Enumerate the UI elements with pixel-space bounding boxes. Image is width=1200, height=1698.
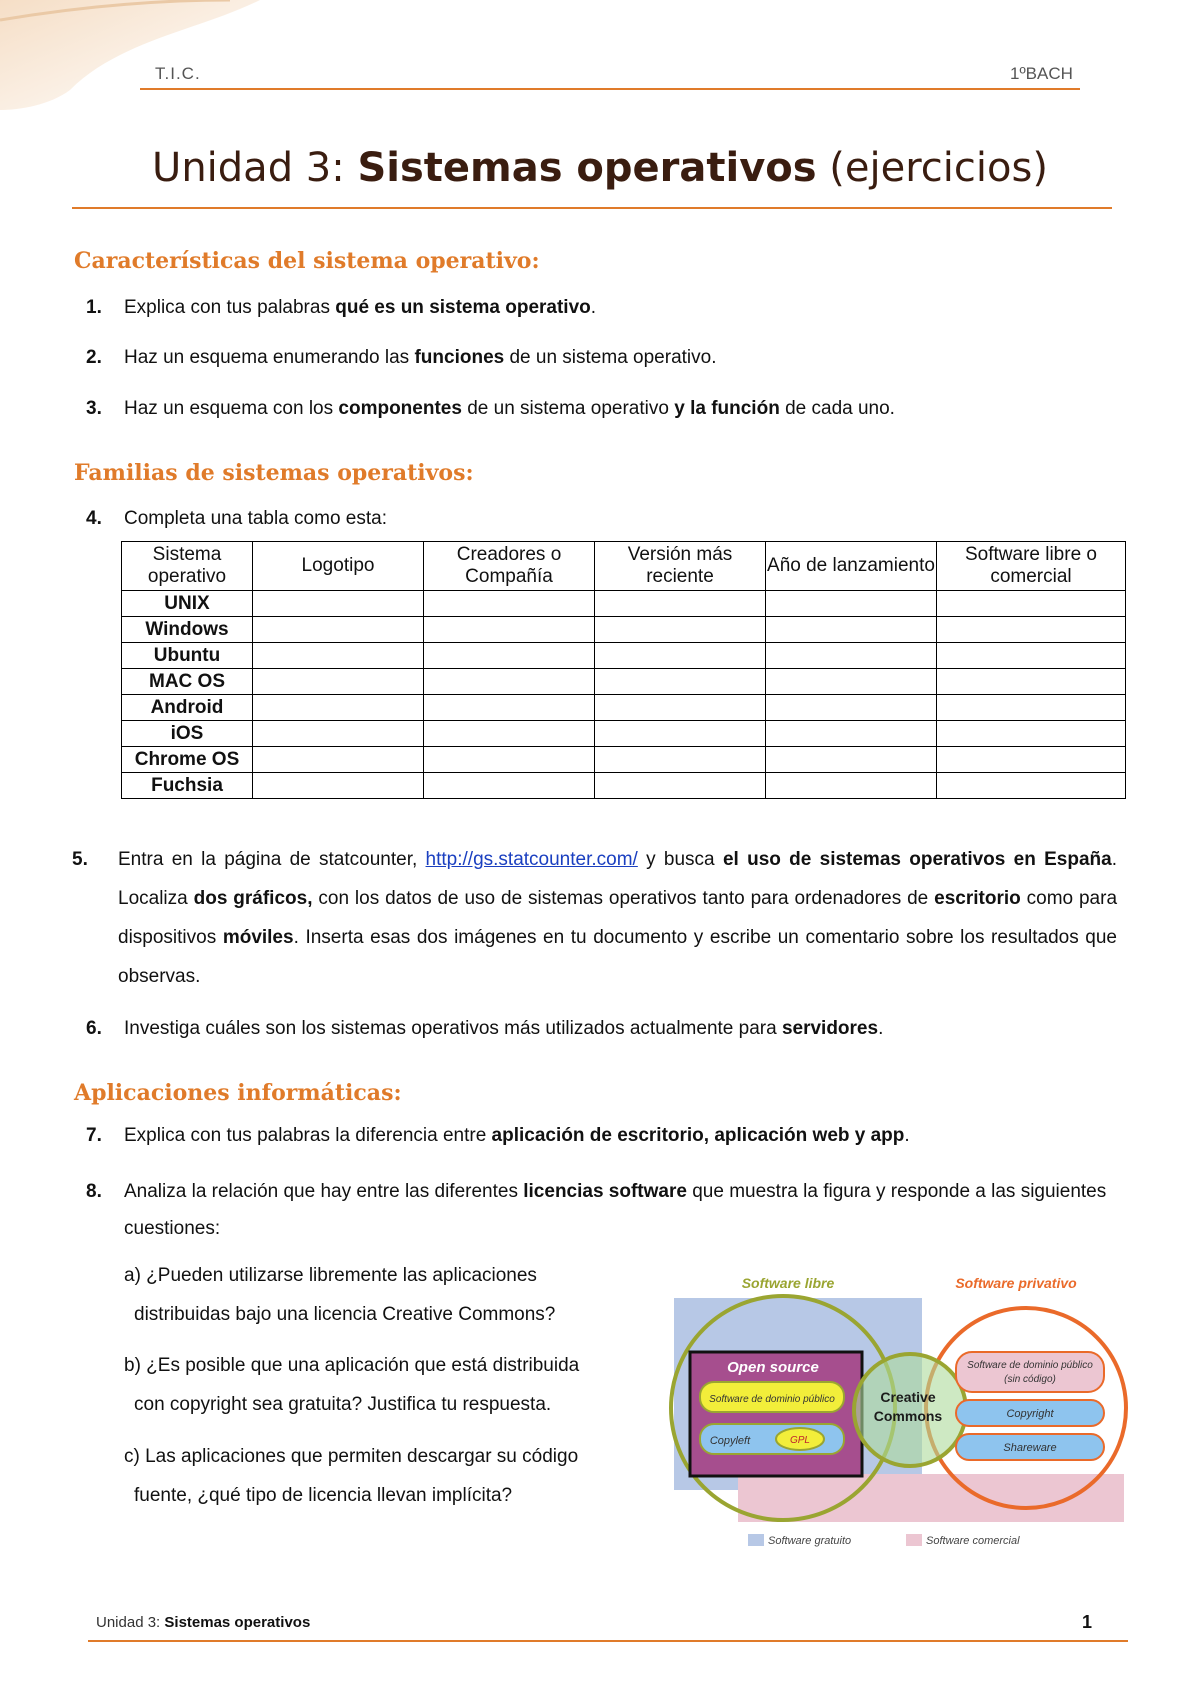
table-header-cell: Logotipo bbox=[253, 542, 424, 591]
header-course: 1ºBACH bbox=[1010, 64, 1073, 83]
question-5: 5. Entra en la página de statcounter, http://gs.statcounter.com/ y busca el uso de sistemas operativos en España. Localiza dos gráficos, con los datos de uso de sistemas operativos tanto para ordenadores de escritorio como para dispositivos móviles. Inserta esas dos imágenes en tu documento y escribe un comentario sobre los resultados que observas. bbox=[72, 849, 1118, 987]
table-row bbox=[122, 773, 1126, 799]
sub-question-a: a) ¿Pueden utilizarse libremente las aplicaciones distribuidas bajo una licencia Creative Commons? bbox=[124, 1265, 556, 1325]
section-heading-aplicaciones: Aplicaciones informáticas: bbox=[74, 1080, 402, 1106]
sub-question-c: c) Las aplicaciones que permiten descargar su código fuente, ¿qué tipo de licencia llevan implícita? bbox=[124, 1446, 579, 1506]
footer-unit: Unidad 3: Sistemas operativos bbox=[96, 1614, 311, 1631]
header-rule bbox=[140, 88, 1080, 90]
question-6: 6. Investiga cuáles son los sistemas operativos más utilizados actualmente para servidores. bbox=[86, 1018, 884, 1039]
table-header-cell: Sistema operativo bbox=[122, 542, 253, 591]
table-row bbox=[122, 721, 1126, 747]
label-software-libre: Software libre bbox=[741, 1275, 835, 1291]
legend-swatch-gratuito bbox=[748, 1534, 764, 1546]
question-4: 4. Completa una tabla como esta: bbox=[86, 508, 387, 529]
os-name: Android bbox=[122, 695, 253, 721]
legend-comercial: Software comercial bbox=[926, 1535, 1020, 1547]
page-number: 1 bbox=[1082, 1612, 1093, 1632]
page-title: Unidad 3: Sistemas operativos (ejercicios) bbox=[152, 145, 1048, 191]
question-8: 8. Analiza la relación que hay entre las diferentes licencias software que muestra la figura y responde a las siguientes cuestiones: bbox=[86, 1181, 1107, 1239]
os-name: UNIX bbox=[122, 591, 253, 617]
legend-swatch-comercial bbox=[906, 1534, 922, 1546]
table-row bbox=[122, 591, 1126, 617]
label-commons: Commons bbox=[873, 1408, 943, 1424]
label-gpl: GPL bbox=[789, 1435, 811, 1446]
question-3: 3. Haz un esquema con los componentes de un sistema operativo y la función de cada uno. bbox=[86, 398, 895, 419]
label-copyleft: Copyleft bbox=[709, 1435, 751, 1447]
section-heading-familias: Familias de sistemas operativos: bbox=[74, 460, 474, 486]
label-dominio-publico-2: Software de dominio público bbox=[967, 1360, 1093, 1371]
os-name: Fuchsia bbox=[122, 773, 253, 799]
label-creative: Creative bbox=[880, 1389, 936, 1405]
section-heading-caracteristicas: Características del sistema operativo: bbox=[74, 248, 540, 274]
label-copyright: Copyright bbox=[1006, 1408, 1054, 1420]
title-rule bbox=[72, 207, 1112, 209]
table-header-row bbox=[122, 542, 1126, 591]
table-row bbox=[122, 669, 1126, 695]
os-name: Chrome OS bbox=[122, 747, 253, 773]
sub-question-b: b) ¿Es posible que una aplicación que está distribuida con copyright sea gratuita? Justifica tu respuesta. bbox=[124, 1355, 580, 1415]
os-name: Windows bbox=[122, 617, 253, 643]
header-subject: T.I.C. bbox=[155, 64, 201, 83]
table-header-cell: Software libre o comercial bbox=[937, 542, 1126, 591]
os-name: iOS bbox=[122, 721, 253, 747]
statcounter-link[interactable]: http://gs.statcounter.com/ bbox=[425, 849, 638, 870]
table-row bbox=[122, 617, 1126, 643]
label-open-source: Open source bbox=[727, 1359, 819, 1376]
table-row bbox=[122, 747, 1126, 773]
os-table bbox=[121, 541, 1126, 799]
table-header-cell: Año de lanzamiento bbox=[766, 542, 937, 591]
label-dominio-publico: Software de dominio público bbox=[709, 1394, 835, 1405]
table-header-cell: Creadores o Compañía bbox=[424, 542, 595, 591]
question-7: 7. Explica con tus palabras la diferencia entre aplicación de escritorio, aplicación web y app. bbox=[86, 1125, 910, 1146]
corner-decoration bbox=[0, 0, 260, 110]
table-header-cell: Versión más reciente bbox=[595, 542, 766, 591]
footer-rule bbox=[88, 1640, 1128, 1642]
table-row bbox=[122, 643, 1126, 669]
public-domain-nocode-pill bbox=[956, 1352, 1104, 1392]
table-row bbox=[122, 695, 1126, 721]
os-name: MAC OS bbox=[122, 669, 253, 695]
os-name: Ubuntu bbox=[122, 643, 253, 669]
license-diagram bbox=[668, 1268, 1130, 1558]
label-software-privativo: Software privativo bbox=[955, 1275, 1077, 1291]
question-2: 2. Haz un esquema enumerando las funciones de un sistema operativo. bbox=[86, 347, 717, 368]
question-1: 1. Explica con tus palabras qué es un sistema operativo. bbox=[86, 297, 597, 318]
label-shareware: Shareware bbox=[1003, 1442, 1057, 1454]
label-sin-codigo: (sin código) bbox=[1004, 1374, 1056, 1385]
legend-gratuito: Software gratuito bbox=[768, 1535, 852, 1547]
